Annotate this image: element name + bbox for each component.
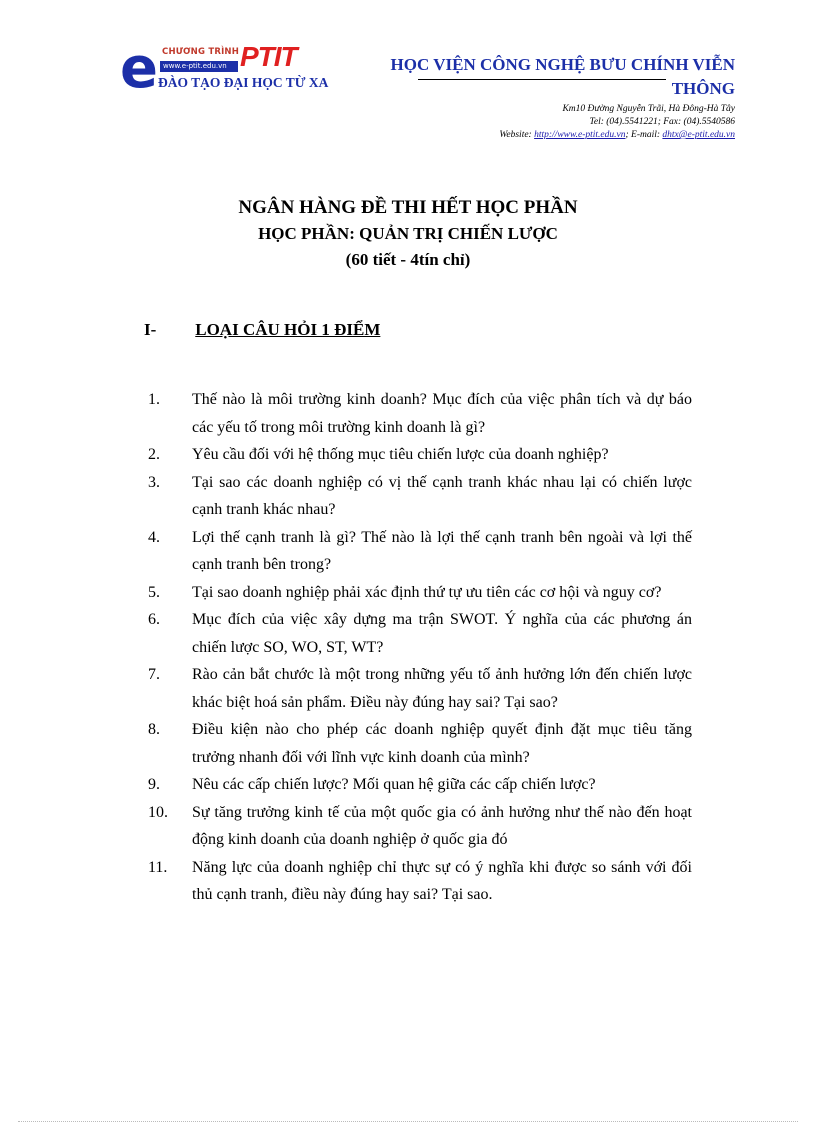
question-number: 7.	[148, 666, 160, 683]
question-number: 9.	[148, 776, 160, 793]
question-number: 2.	[148, 446, 160, 463]
question-text: Điều kiện nào cho phép các doanh nghiệp quyết định đặt mục tiêu tăng trưởng nhanh đối với lĩnh vực kinh doanh của mình?	[192, 721, 692, 766]
page-bottom-divider	[18, 1121, 798, 1122]
logo-e-letter: e	[120, 36, 158, 101]
section-title: LOẠI CÂU HỎI 1 ĐIỂM	[195, 320, 381, 339]
address: Km10 Đường Nguyễn Trãi, Hà Đông-Hà Tây	[562, 104, 735, 114]
question-text: Lợi thế cạnh tranh là gì? Thế nào là lợi thế cạnh tranh bên ngoài và lợi thế cạnh tranh bên trong?	[192, 528, 692, 573]
question-number: 11.	[148, 858, 168, 876]
question-text: Tại sao các doanh nghiệp có vị thế cạnh tranh khác nhau lại có chiến lược cạnh tranh khác nhau?	[192, 473, 692, 518]
list-item	[148, 441, 708, 469]
website-link[interactable]: http://www.e-ptit.edu.vn	[534, 130, 626, 140]
email-link[interactable]: dhtx@e-ptit.edu.vn	[662, 130, 735, 140]
question-number: 6.	[148, 611, 160, 628]
list-item	[148, 799, 708, 854]
question-text: Mục đích của việc xây dựng ma trận SWOT. Ý nghĩa của các phương án chiến lược SO, WO, ST, WT?	[192, 611, 692, 656]
list-item	[148, 854, 708, 909]
list-item	[148, 661, 708, 716]
question-number: 10.	[148, 803, 168, 821]
phone-fax: Tel: (04).5541221; Fax: (04).5540586	[589, 117, 735, 127]
question-text: Rào cản bắt chước là một trong những yếu tố ảnh hưởng lớn đến chiến lược khác biệt hoá sản phẩm. Điều này đúng hay sai? Tại sao?	[192, 666, 692, 711]
logo-tagline: ĐÀO TẠO ĐẠI HỌC TỪ XA	[158, 75, 329, 90]
list-item	[148, 606, 708, 661]
question-text: Năng lực của doanh nghiệp chỉ thực sự có ý nghĩa khi được so sánh với đối thủ cạnh tranh, điều này đúng hay sai? Tại sao.	[192, 858, 692, 903]
website-label: Website:	[499, 130, 532, 140]
title-line-1: NGÂN HÀNG ĐỀ THI HẾT HỌC PHẦN	[238, 197, 578, 218]
header-divider	[418, 79, 666, 80]
email-label: ; E-mail:	[625, 130, 661, 140]
question-text: Tại sao doanh nghiệp phải xác định thứ tự ưu tiên các cơ hội và nguy cơ?	[192, 583, 662, 601]
question-text: Sự tăng trưởng kinh tế của một quốc gia có ảnh hưởng như thế nào đến hoạt động kinh doanh của doanh nghiệp ở quốc gia đó	[192, 803, 692, 848]
question-number: 5.	[148, 583, 160, 601]
question-number: 4.	[148, 528, 160, 546]
contact-info	[420, 103, 735, 142]
question-text: Yêu cầu đối với hệ thống mục tiêu chiến lược của doanh nghiệp?	[192, 446, 609, 463]
question-list	[148, 386, 708, 909]
document-title	[0, 196, 816, 272]
section-number: I-	[144, 320, 157, 339]
list-item	[148, 579, 708, 607]
title-line-2: HỌC PHẦN: QUẢN TRỊ CHIẾN LƯỢC	[258, 224, 558, 243]
list-item	[148, 524, 708, 579]
question-number: 3.	[148, 473, 160, 491]
logo-url-text: www.e-ptit.edu.vn	[160, 61, 238, 72]
list-item	[148, 771, 708, 799]
list-item	[148, 716, 708, 771]
question-text: Thế nào là môi trường kinh doanh? Mục đích của việc phân tích và dự báo các yếu tố trong môi trường kinh doanh là gì?	[192, 391, 692, 436]
list-item	[148, 469, 708, 524]
ptit-logo	[118, 36, 329, 103]
question-number: 8.	[148, 721, 160, 738]
logo-program-text: CHƯƠNG TRÌNH	[162, 47, 240, 57]
question-text: Nêu các cấp chiến lược? Mối quan hệ giữa các cấp chiến lược?	[192, 776, 596, 793]
web-email-line	[420, 129, 735, 142]
title-line-3: (60 tiết - 4tín chỉ)	[345, 250, 471, 269]
question-number: 1.	[148, 391, 160, 408]
institution-name: HỌC VIỆN CÔNG NGHỆ BƯU CHÍNH VIỄN THÔNG	[390, 55, 735, 98]
section-heading	[144, 320, 380, 340]
logo-brand-text: PTIT	[240, 41, 297, 72]
list-item	[148, 386, 708, 441]
